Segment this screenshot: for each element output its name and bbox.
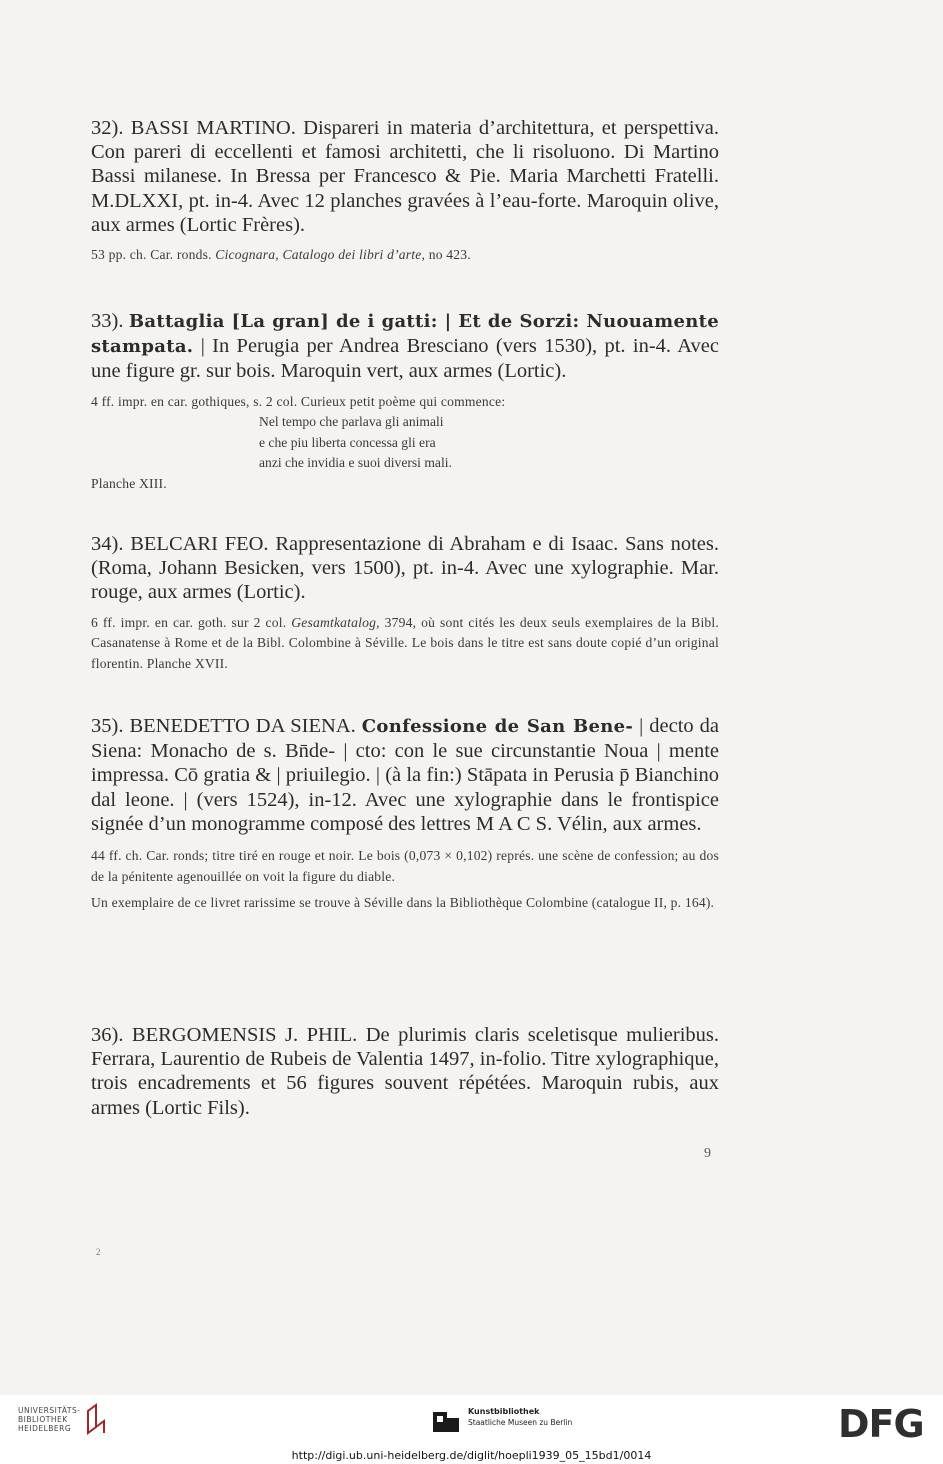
- entry-36-text: 36). BERGOMENSIS J. PHIL. De plurimis claris sceletisque mulieribus. Ferrara, Laurentio de Rubeis de Valentia 1497, in-folio. Titre xylographique, trois encadrements et 56 figures souvent répétées. Maroquin rubis, aux armes (Lortic Fils).: [91, 1024, 719, 1119]
- dfg-logo: DFG: [838, 1402, 924, 1446]
- entry-33-note: 4 ff. impr. en car. gothiques, s. 2 col. Curieux petit poème qui commence:: [91, 393, 506, 409]
- verse-line: Nel tempo che parlava gli animali: [259, 414, 444, 430]
- entry-34-text: 34). BELCARI FEO. Rappresentazione di Abraham e di Isaac. Sans notes. (Roma, Johann Besicken, vers 1500), pt. in-4. Avec une xylographie. Mar. rouge, aux armes (Lortic).: [91, 533, 719, 604]
- margin-mark: 2: [96, 1247, 101, 1257]
- entry-36: [91, 1023, 719, 1120]
- entry-32-text: 32). BASSI MARTINO. Dispareri in materia d’architettura, et perspettiva. Con pareri di eccellenti et famosi architetti, che li risoluono. Di Martino Bassi milanese. In Bressa per Francesco & Pie. Maria Marchetti Fratelli. M.DLXXI, pt. in-4. Avec 12 planches gravées à l’eau-forte. Maroquin olive, aux armes (Lortic Frères).: [91, 117, 719, 236]
- ub-logo-icon: [84, 1403, 110, 1437]
- entry-35-note-2: Un exemplaire de ce livret rarissime se trouve à Séville dans la Bibliothèque Colombine (catalogue II, p. 164).: [91, 895, 715, 911]
- entry-34-note: 6 ff. impr. en car. goth. sur 2 col. Gesamtkatalog, 3794, où sont cités les deux seuls exemplaires de la Bibl. Casanatense à Rome et de la Bibl. Colombine à Séville. Le bois dans le titre est sans doute copié d’un original florentin. Planche XVII.: [91, 614, 719, 671]
- entry-32: [91, 116, 719, 266]
- entry-33-blackletter-title: Battaglia [La gran] de i gatti: | Et de Sorzi: Nuouamente stampata.: [91, 311, 720, 358]
- page-number: 9: [704, 1146, 711, 1161]
- ub-heidelberg-label: UNIVERSITÄTS- BIBLIOTHEK HEIDELBERG: [18, 1406, 81, 1433]
- entry-33-text: 33). Battaglia [La gran] de i gatti: | Et de Sorzi: Nuouamente stampata. | In Perugia per Andrea Bresciano (vers 1530), pt. in-4. Avec une figure gr. sur bois. Maroquin vert, aux armes (Lortic).: [91, 310, 720, 383]
- entry-35: [91, 714, 719, 914]
- entry-34: [91, 532, 719, 674]
- entry-33-plate: Planche XIII.: [91, 475, 167, 491]
- entry-35-text: 35). BENEDETTO DA SIENA. Confessione de San Bene- | decto da Siena: Monacho de s. Bn̄de- | cto: con le sue circunstantie Noua | mente impressa. Cō gratia & | priuilegio. | (à la fin:) Stāpata in Perusia p̄ Bianchino dal leone. | (vers 1524), in-12. Avec une xylographie dans le frontispice signée d’un monogramme composé des lettres M A C S. Vélin, aux armes.: [91, 715, 720, 835]
- entry-32-note: 53 pp. ch. Car. ronds. Cicognara, Catalogo dei libri d’arte, no 423.: [91, 247, 471, 263]
- kunstbibliothek-logo-icon: [431, 1408, 461, 1434]
- entry-35-note-1: 44 ff. ch. Car. ronds; titre tiré en rouge et noir. Le bois (0,073 × 0,102) représ. une scène de confession; au dos de la pénitente agenouillée on voit la figure du diable.: [91, 848, 719, 884]
- verse-line: e che piu liberta concessa gli era: [259, 434, 436, 450]
- entry-33-verse: [259, 412, 719, 474]
- entry-33: [91, 309, 719, 494]
- entry-35-blackletter-title: Confessione de San Bene-: [361, 716, 634, 737]
- footer-bar: [0, 1395, 943, 1464]
- verse-line: anzi che invidia e suoi diversi mali.: [259, 455, 452, 471]
- kunstbibliothek-label: Kunstbibliothek Staatliche Museen zu Berlin: [468, 1407, 573, 1427]
- source-url[interactable]: http://digi.ub.uni-heidelberg.de/diglit/hoepli1939_05_15bd1/0014: [291, 1449, 652, 1462]
